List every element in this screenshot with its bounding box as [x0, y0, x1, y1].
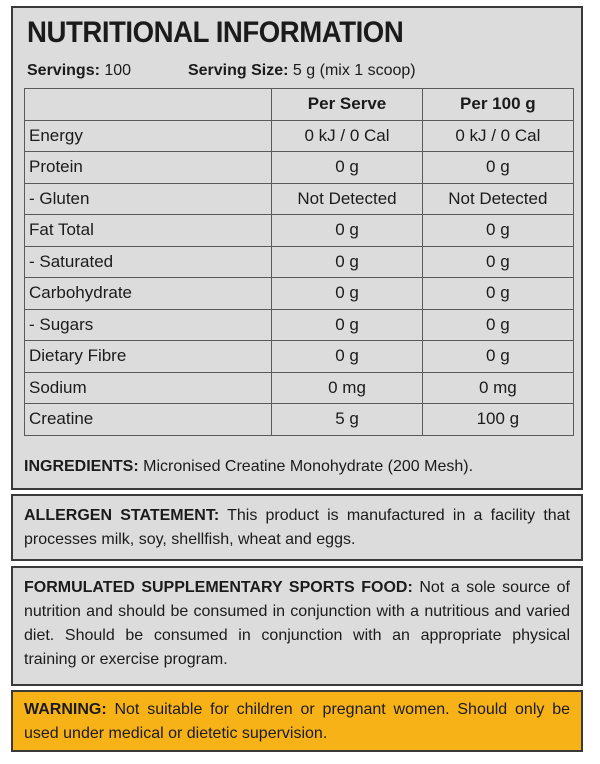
per-100g-value: 0 g [422, 278, 573, 310]
nutrient-name: Protein [25, 152, 272, 184]
per-serve-value: 5 g [272, 404, 422, 436]
allergen-text: This product is manufactured in a facility that processes milk, soy, shellfish, wheat and eggs. [24, 507, 571, 548]
servings-line [27, 62, 416, 80]
formulated-statement [24, 576, 570, 672]
per-100g-value: Not Detected [422, 183, 573, 215]
nutrient-name: - Gluten [25, 183, 272, 215]
serving-size-value: 5 g (mix 1 scoop) [292, 62, 416, 79]
nutrition-title: NUTRITIONAL INFORMATION [27, 16, 404, 49]
nutrient-name: Carbohydrate [25, 278, 272, 310]
nutrient-name: Sodium [25, 372, 272, 404]
per-serve-value: 0 g [272, 152, 422, 184]
column-header-per-100g: Per 100 g [422, 89, 573, 121]
per-serve-value: 0 g [272, 309, 422, 341]
table-row [25, 341, 574, 373]
table-row [25, 309, 574, 341]
per-100g-value: 0 g [422, 215, 573, 247]
per-100g-value: 0 g [422, 152, 573, 184]
per-serve-value: 0 g [272, 341, 422, 373]
table-row [25, 372, 574, 404]
nutrient-name: - Sugars [25, 309, 272, 341]
servings-value: 100 [104, 62, 132, 79]
table-row [25, 404, 574, 436]
per-100g-value: 0 g [422, 246, 573, 278]
allergen-panel [11, 494, 583, 561]
per-serve-value: 0 g [272, 215, 422, 247]
column-header-per-serve: Per Serve [272, 89, 422, 121]
table-row [25, 278, 574, 310]
nutrient-name: Dietary Fibre [25, 341, 272, 373]
per-serve-value: 0 mg [272, 372, 422, 404]
nutrient-name: Energy [25, 120, 272, 152]
nutrition-panel [11, 6, 583, 490]
table-row [25, 183, 574, 215]
warning-text: Not suitable for children or pregnant women. Should only be used under medical or dietetic supervision. [24, 701, 570, 742]
allergen-label: ALLERGEN STATEMENT: [24, 507, 220, 524]
nutrient-name: Fat Total [25, 215, 272, 247]
per-100g-value: 100 g [422, 404, 573, 436]
table-row [25, 152, 574, 184]
ingredients-line [24, 458, 473, 476]
table-row [25, 215, 574, 247]
nutrient-name: - Saturated [25, 246, 272, 278]
per-serve-value: 0 g [272, 278, 422, 310]
allergen-statement [24, 504, 570, 552]
table-row [25, 246, 574, 278]
per-100g-value: 0 g [422, 341, 573, 373]
table-header-row [25, 89, 574, 121]
formulated-text: Not a sole source of nutrition and should be consumed in conjunction with a nutritious and varied diet. Should be consumed in conjunction with an appropriate physical training or exercise program. [24, 579, 570, 668]
per-100g-value: 0 kJ / 0 Cal [422, 120, 573, 152]
ingredients-text: Micronised Creatine Monohydrate (200 Mesh). [138, 458, 474, 475]
formulated-label: FORMULATED SUPPLEMENTARY SPORTS FOOD: [24, 579, 413, 596]
servings-label: Servings: [27, 62, 100, 79]
ingredients-label: INGREDIENTS: [24, 458, 139, 475]
warning-label: WARNING: [24, 701, 107, 718]
per-serve-value: Not Detected [272, 183, 422, 215]
serving-size-label: Serving Size: [187, 62, 289, 79]
warning-statement [24, 698, 570, 746]
per-serve-value: 0 kJ / 0 Cal [272, 120, 422, 152]
column-header-name [25, 89, 272, 121]
per-100g-value: 0 mg [422, 372, 573, 404]
table-row [25, 120, 574, 152]
nutrition-table [24, 88, 574, 436]
nutrient-name: Creatine [25, 404, 272, 436]
formulated-panel [11, 566, 583, 686]
warning-panel [11, 690, 583, 752]
per-100g-value: 0 g [422, 309, 573, 341]
per-serve-value: 0 g [272, 246, 422, 278]
